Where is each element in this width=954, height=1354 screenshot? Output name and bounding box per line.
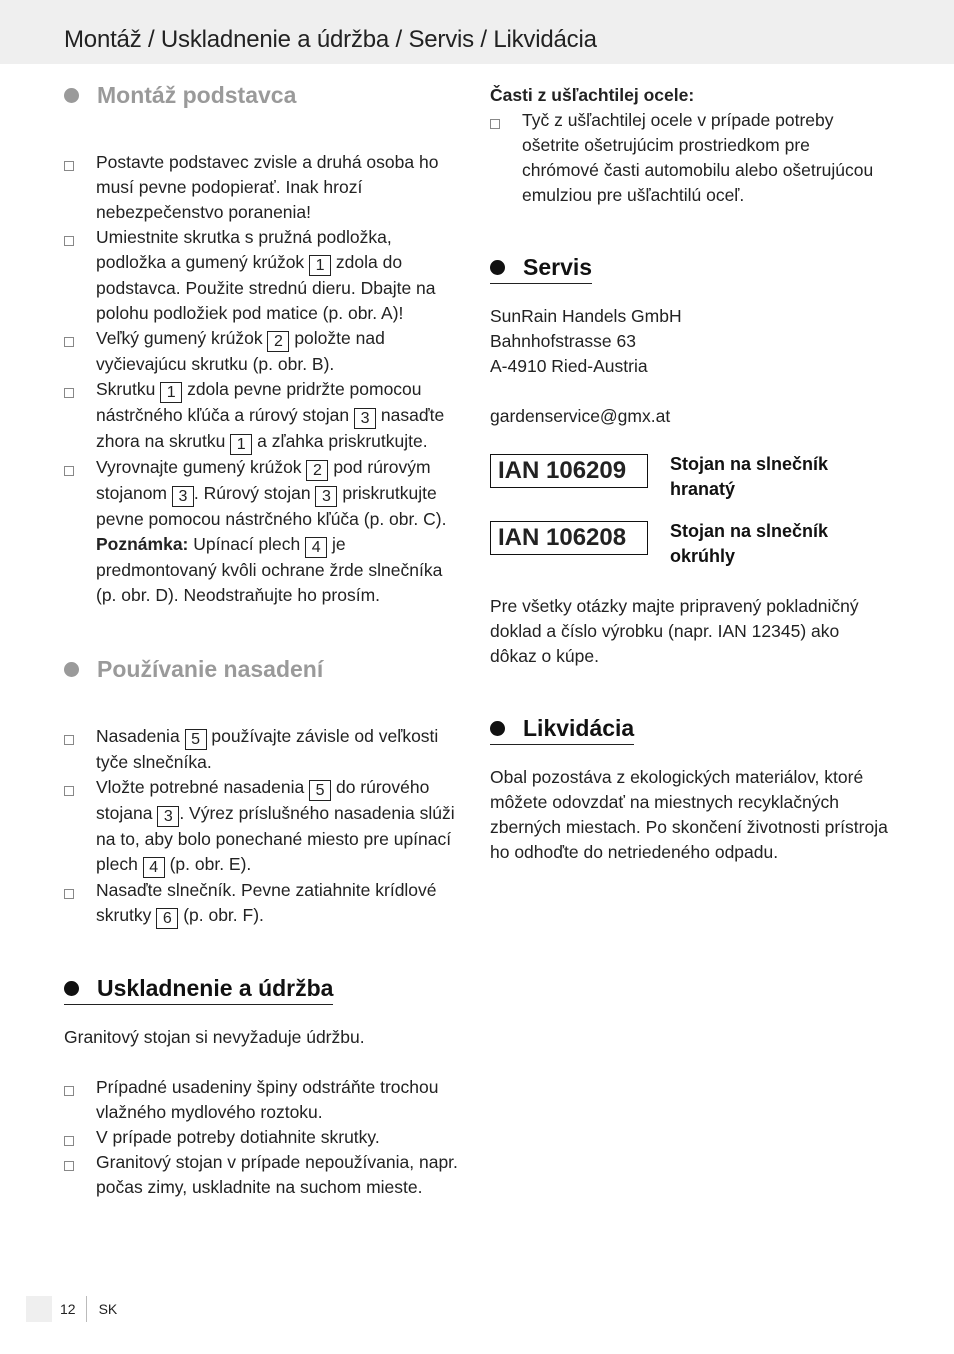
section-servis xyxy=(490,254,890,669)
section-title: Likvidácia xyxy=(523,715,635,741)
list-item: Vyrovnajte gumený krúžok 2 pod rúrovým stojanom 3 . Rúrový stojan 3 priskrutkujte pevne pomocou nástrčného kľúča (p. obr. C). Poznámka: Upínací plech 4 je predmontovaný kvôli ochrane žrde slnečníka (p. obr. D). Neodstraňujte ho prosím. xyxy=(64,455,464,608)
part-ref: 1 xyxy=(230,434,252,455)
left-column xyxy=(64,80,464,1200)
company-street: Bahnhofstrasse 63 xyxy=(490,331,636,351)
disposal-text: Obal pozostáva z ekologických materiálov, ktoré môžete odovzdať na miestnych recyklačných zberných miestach. Po skončení životnosti prístroja ho odhoďte do netriedeného odpadu. xyxy=(490,767,888,862)
page-number: 12 xyxy=(60,1296,87,1322)
section-likvidacia xyxy=(490,715,890,865)
section-ocel xyxy=(490,83,890,208)
company-name: SunRain Handels GmbH xyxy=(490,306,682,326)
subsection-title: Časti z ušľachtilej ocele: xyxy=(490,85,695,105)
section-heading xyxy=(64,975,333,1005)
list-item: Nasaďte slnečník. Pevne zatiahnite krídlové skrutky 6 (p. obr. F). xyxy=(64,878,464,929)
list-item: Veľký gumený krúžok 2 položte nad vyčievajúcu skrutku (p. obr. B). xyxy=(64,326,464,377)
section-title: Používanie nasadení xyxy=(97,655,324,682)
part-ref: 3 xyxy=(354,408,376,429)
ian-product-name: Stojan na slnečník okrúhly xyxy=(670,521,829,566)
ian-code: IAN 106208 xyxy=(490,521,648,555)
section-montaz xyxy=(64,80,464,608)
section-heading xyxy=(490,715,634,745)
bullet-dot-icon xyxy=(490,721,505,736)
part-ref: 5 xyxy=(185,729,207,750)
part-ref: 5 xyxy=(309,780,331,801)
ian-product-name: Stojan na slnečník hranatý xyxy=(670,454,829,499)
section-nasadenia xyxy=(64,654,464,929)
bullet-dot-icon xyxy=(64,662,79,677)
section-uskladnenie xyxy=(64,975,464,1200)
page-title: Montáž / Uskladnenie a údržba / Servis / Likvidácia xyxy=(64,26,597,53)
section-title: Montáž podstavca xyxy=(97,81,297,108)
ocel-list xyxy=(490,108,890,208)
nasadenia-list xyxy=(64,724,464,929)
list-item: Granitový stojan v prípade nepoužívania, napr. počas zimy, uskladnite na suchom mieste. xyxy=(64,1150,464,1200)
section-heading xyxy=(64,80,464,110)
montaz-list xyxy=(64,150,464,608)
section-heading xyxy=(64,654,464,684)
uskladnenie-list xyxy=(64,1075,464,1200)
section-title: Uskladnenie a údržba xyxy=(97,975,334,1001)
part-ref: 3 xyxy=(172,486,194,507)
bullet-dot-icon xyxy=(64,981,79,996)
list-item: V prípade potreby dotiahnite skrutky. xyxy=(64,1125,464,1150)
part-ref: 3 xyxy=(157,806,179,827)
ian-row xyxy=(490,452,890,502)
page-footer xyxy=(26,1296,117,1322)
language-code: SK xyxy=(98,1301,118,1317)
list-item: Tyč z ušľachtilej ocele v prípade potreby ošetrite ošetrujúcim prostriedkom pre chrómové časti automobilu alebo ošetrujúcou emulziou pre ušľachtilú oceľ. xyxy=(490,108,890,208)
list-item: Postavte podstavec zvisle a druhá osoba ho musí pevne podopierať. Inak hrozí nebezpečenstvo poranenia! xyxy=(64,150,464,225)
company-city: A-4910 Ried-Austria xyxy=(490,356,648,376)
section-title: Servis xyxy=(523,254,593,280)
section-intro: Granitový stojan si nevyžaduje údržbu. xyxy=(64,1027,365,1047)
section-heading xyxy=(490,254,592,284)
right-column xyxy=(490,80,890,865)
part-ref: 2 xyxy=(267,331,289,352)
service-note: Pre všetky otázky majte pripravený pokladničný doklad a číslo výrobku (napr. IAN 12345) ako dôkaz o kúpe. xyxy=(490,596,859,666)
part-ref: 3 xyxy=(315,486,337,507)
note-label: Poznámka: xyxy=(96,534,189,554)
part-ref: 2 xyxy=(306,460,328,481)
bullet-dot-icon xyxy=(490,260,505,275)
list-item: Nasadenia 5 používajte závisle od veľkosti tyče slnečníka. xyxy=(64,724,464,775)
list-item: Prípadné usadeniny špiny odstráňte trochou vlažného mydlového roztoku. xyxy=(64,1075,464,1125)
list-item: Skrutku 1 zdola pevne pridržte pomocou nástrčného kľúča a rúrový stojan 3 nasaďte zhora na skrutku 1 a zľahka priskrutkujte. xyxy=(64,377,464,455)
service-email: gardenservice@gmx.at xyxy=(490,406,671,426)
part-ref: 4 xyxy=(143,857,165,878)
ian-row xyxy=(490,519,890,569)
part-ref: 4 xyxy=(305,537,327,558)
part-ref: 1 xyxy=(309,255,331,276)
part-ref: 1 xyxy=(160,382,182,403)
part-ref: 6 xyxy=(156,908,178,929)
bullet-dot-icon xyxy=(64,88,79,103)
ian-code: IAN 106209 xyxy=(490,454,648,488)
list-item: Vložte potrebné nasadenia 5 do rúrového stojana 3 . Výrez príslušného nasadenia slúži na to, aby bolo ponechané miesto pre upínací plech 4 (p. obr. E). xyxy=(64,775,464,878)
list-item: Umiestnite skrutka s pružná podložka, podložka a gumený krúžok 1 zdola do podstavca. Použite strednú dieru. Dbajte na polohu podložiek pod matice (p. obr. A)! xyxy=(64,225,464,326)
footer-marker xyxy=(26,1296,52,1322)
